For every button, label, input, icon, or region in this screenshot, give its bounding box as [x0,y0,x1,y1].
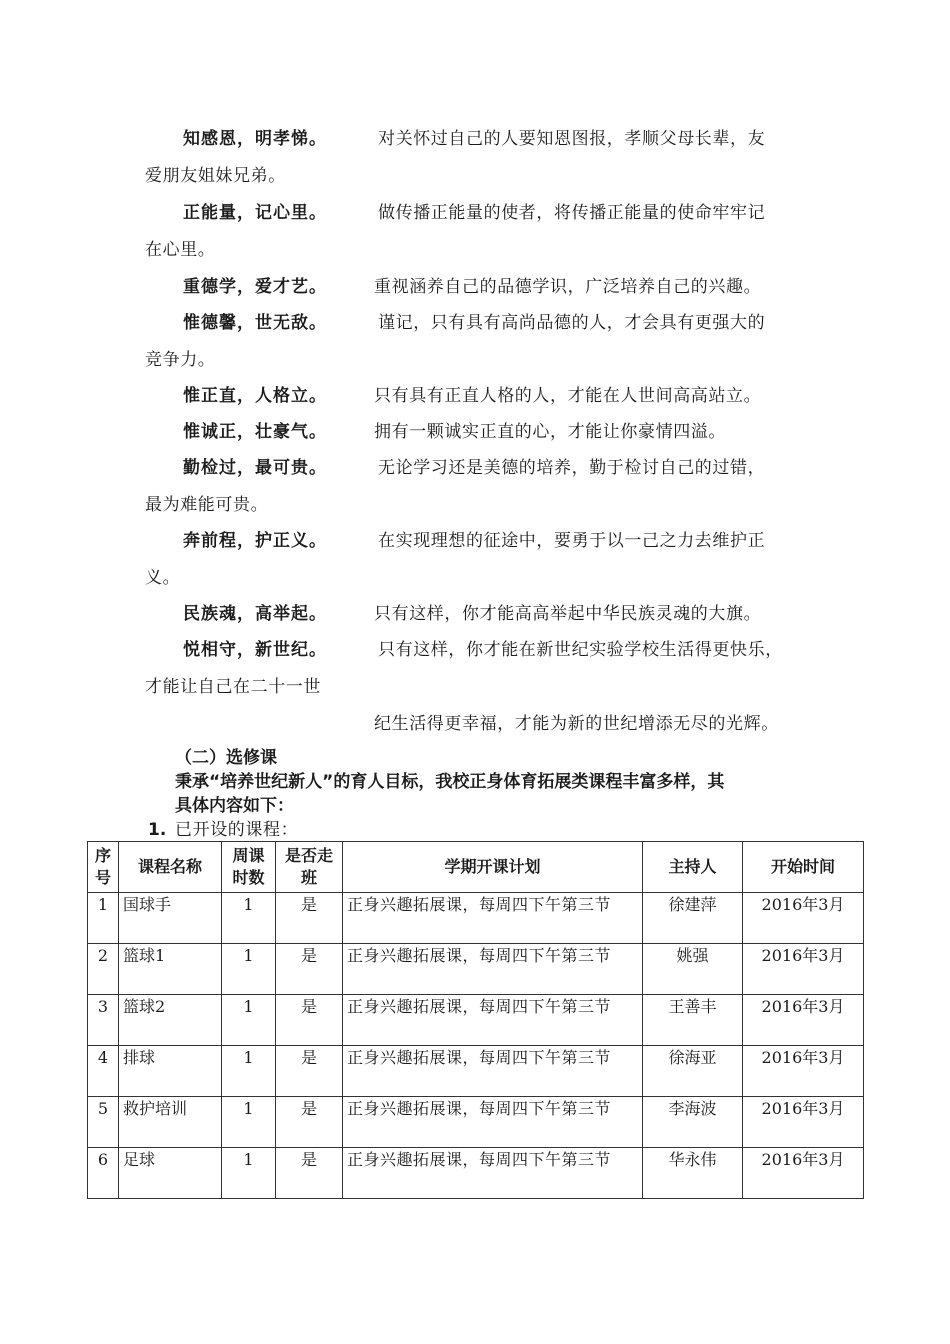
section-title: （二）选修课 [175,748,277,768]
cell-start-time: 2016年3月 [743,1097,864,1148]
cell-walk-class: 是 [276,1046,343,1097]
motto-key: 惟德馨，世无敌。 [183,313,327,333]
cell-weekly-hours: 1 [222,1097,276,1148]
motto-desc: 谨记，只有具有高尚品德的人，才会具有更强大的 [378,313,766,333]
motto-key: 正能量，记心里。 [183,203,327,223]
header-host: 主持人 [643,842,743,893]
motto-key: 勤检过，最可贵。 [183,458,327,478]
motto-key: 知感恩，明孝悌。 [183,129,327,149]
motto-desc-cont: 最为难能可贵。 [145,495,269,515]
motto-key: 惟正直，人格立。 [183,386,327,406]
course-table [87,841,864,1199]
cell-start-time: 2016年3月 [743,995,864,1046]
cell-start-time: 2016年3月 [743,1046,864,1097]
table-row [88,944,864,995]
list-label: 已开设的课程： [175,820,299,840]
cell-course-name: 篮球1 [119,944,222,995]
motto-desc-cont: 才能让自己在二十一世 [145,677,321,697]
motto-desc: 拥有一颗诚实正直的心，才能让你豪情四溢。 [374,422,726,442]
cell-start-time: 2016年3月 [743,893,864,944]
cell-weekly-hours: 1 [222,944,276,995]
cell-course-name: 篮球2 [119,995,222,1046]
header-no: 序号 [88,842,119,893]
intro-text-cont: 具体内容如下： [175,796,294,816]
motto-desc: 无论学习还是美德的培养，勤于检讨自己的过错， [378,458,766,478]
motto-desc: 做传播正能量的使者，将传播正能量的使命牢牢记 [378,203,766,223]
motto-key: 民族魂，高举起。 [183,604,327,624]
cell-walk-class: 是 [276,1148,343,1199]
header-walk-class: 是否走班 [276,842,343,893]
table-row [88,995,864,1046]
cell-plan: 正身兴趣拓展课，每周四下午第三节 [343,995,643,1046]
motto-desc: 重视涵养自己的品德学识，广泛培养自己的兴趣。 [374,277,762,297]
motto-desc-cont: 纪生活得更幸福，才能为新的世纪增添无尽的光辉。 [374,714,779,734]
motto-desc-cont: 爱朋友姐妹兄弟。 [145,166,286,186]
motto-desc: 只有这样，你才能高高举起中华民族灵魂的大旗。 [374,604,762,624]
cell-plan: 正身兴趣拓展课，每周四下午第三节 [343,1097,643,1148]
table-row [88,1097,864,1148]
motto-key: 重德学，爱才艺。 [183,277,327,297]
table-header-row [88,842,864,893]
cell-host: 徐海亚 [643,1046,743,1097]
cell-weekly-hours: 1 [222,1046,276,1097]
cell-no: 3 [88,995,119,1046]
table-row [88,1046,864,1097]
cell-host: 王善丰 [643,995,743,1046]
cell-host: 徐建萍 [643,893,743,944]
cell-walk-class: 是 [276,1097,343,1148]
motto-desc: 在实现理想的征途中，要勇于以一己之力去维护正 [378,531,766,551]
cell-walk-class: 是 [276,944,343,995]
cell-walk-class: 是 [276,893,343,944]
cell-host: 华永伟 [643,1148,743,1199]
cell-weekly-hours: 1 [222,995,276,1046]
motto-desc: 只有具有正直人格的人，才能在人世间高高站立。 [374,386,762,406]
motto-desc: 只有这样，你才能在新世纪实验学校生活得更快乐， [378,640,783,660]
cell-start-time: 2016年3月 [743,1148,864,1199]
table-row [88,893,864,944]
cell-no: 1 [88,893,119,944]
motto-desc-cont: 在心里。 [145,240,216,260]
cell-host: 姚强 [643,944,743,995]
cell-host: 李海波 [643,1097,743,1148]
list-number: 1. [148,820,167,840]
cell-course-name: 救护培训 [119,1097,222,1148]
cell-no: 2 [88,944,119,995]
cell-no: 4 [88,1046,119,1097]
motto-desc-cont: 义。 [145,568,181,588]
cell-course-name: 排球 [119,1046,222,1097]
cell-weekly-hours: 1 [222,1148,276,1199]
motto-key: 奔前程，护正义。 [183,531,327,551]
cell-course-name: 国球手 [119,893,222,944]
motto-desc-cont: 竞争力。 [145,350,216,370]
header-weekly-hours: 周课时数 [222,842,276,893]
cell-plan: 正身兴趣拓展课，每周四下午第三节 [343,1046,643,1097]
cell-start-time: 2016年3月 [743,944,864,995]
cell-weekly-hours: 1 [222,893,276,944]
cell-plan: 正身兴趣拓展课，每周四下午第三节 [343,893,643,944]
header-course-name: 课程名称 [119,842,222,893]
header-start-time: 开始时间 [743,842,864,893]
cell-no: 5 [88,1097,119,1148]
table-row [88,1148,864,1199]
cell-course-name: 足球 [119,1148,222,1199]
cell-walk-class: 是 [276,995,343,1046]
cell-no: 6 [88,1148,119,1199]
cell-plan: 正身兴趣拓展课，每周四下午第三节 [343,1148,643,1199]
cell-plan: 正身兴趣拓展课，每周四下午第三节 [343,944,643,995]
motto-key: 悦相守，新世纪。 [183,640,327,660]
motto-desc: 对关怀过自己的人要知恩图报，孝顺父母长辈，友 [378,129,766,149]
motto-key: 惟诚正，壮豪气。 [183,422,327,442]
intro-text: 秉承“培养世纪新人”的育人目标，我校正身体育拓展类课程丰富多样，其 [175,772,725,792]
header-plan: 学期开课计划 [343,842,643,893]
